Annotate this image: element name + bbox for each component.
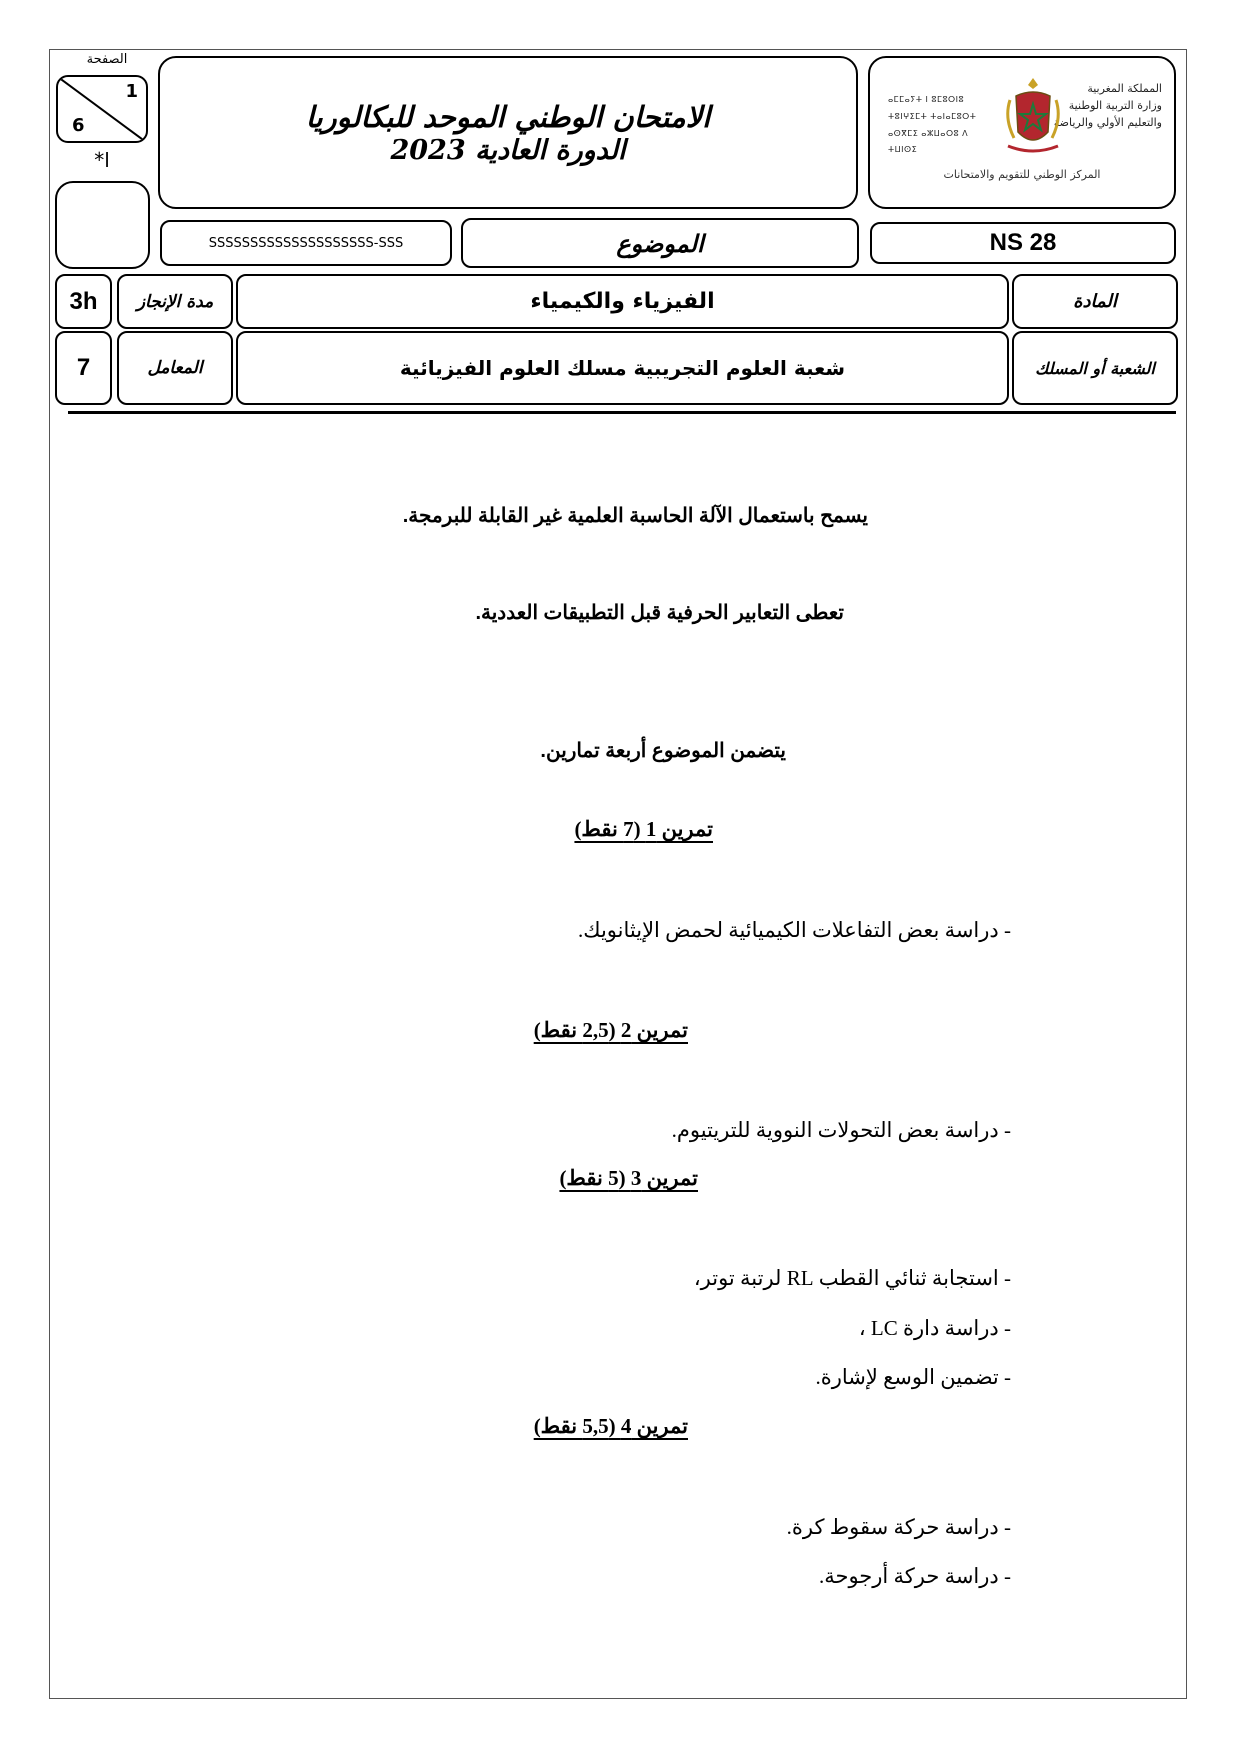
instruction-expressions: تعطى التعابير الحرفية قبل التطبيقات العددية. [475,602,844,624]
coef-label: المعامل [117,331,233,405]
ministry-tf-line-2: ⵜⵓⵏⵖⵉⵎⵜ ⵜⴰⵏⴰⵎⵓⵔⵜ [888,111,977,121]
exam-session: الدورة العادية 2023 [390,135,626,167]
page-label: الصفحة [86,52,128,67]
subject-tag: الموضوع [461,218,859,268]
branch-value: شعبة العلوم التجريبية مسلك العلوم الفيزيائية [236,331,1009,405]
exercise-1-title: تمرين 1 (7 نقط) [574,817,713,841]
page-code: *ا [94,148,110,172]
duration-label: مدة الإنجاز [117,274,233,329]
exercise-2-title: تمرين 2 (2,5 نقط) [533,1018,688,1042]
exercise-4-title: تمرين 4 (5,5 نقط) [533,1414,688,1438]
page-current: 1 [125,81,138,102]
blank-box [55,181,150,269]
coat-of-arms-icon [1002,74,1064,160]
exercise-4-item-1: - دراسة حركة سقوط كرة. [786,1515,1011,1539]
exam-code: NS 28 [870,222,1176,264]
ministry-line-2: وزارة التربية الوطنية [1068,99,1162,113]
exercise-1-item-1: - دراسة بعض التفاعلات الكيميائية لحمض الإيثانويك. [578,918,1011,942]
ministry-tifinagh [888,92,998,159]
center-name: المركز الوطني للتقويم والامتحانات [943,168,1101,181]
header-separator [68,411,1176,414]
coef-value: 7 [55,331,112,405]
ministry-tf-line-1: ⴰⵎⵎⴰⵢⵜ ⵏ ⵓⵎⵓⵔⵏⵓ [888,95,965,104]
code-field: SSSSSSSSSSSSSSSSSSSS-SSS [160,220,452,266]
instruction-calculator: يسمح باستعمال الآلة الحاسبة العلمية غير القابلة للبرمجة. [402,505,868,527]
exercise-2-item-1: - دراسة بعض التحولات النووية للتريتيوم. [671,1118,1011,1142]
instruction-count: يتضمن الموضوع أربعة تمارين. [540,740,786,762]
ministry-arabic [1052,80,1162,131]
exercise-4-item-2: - دراسة حركة أرجوحة. [818,1564,1011,1588]
branch-label: الشعبة أو المسلك [1012,331,1178,405]
exercise-3-item-1: - استجابة ثنائي القطب RL لرتبة توتر، [693,1266,1011,1290]
page-total: 6 [72,115,85,136]
page-counter [56,75,148,143]
subject-label: المادة [1012,274,1178,329]
exam-title: الامتحان الوطني الموحد للبكالوريا [305,99,711,134]
exercise-3-item-2: - دراسة دارة LC ، [858,1316,1011,1340]
exercise-3-item-3: - تضمين الوسع لإشارة. [815,1365,1011,1389]
exercise-3-title: تمرين 3 (5 نقط) [559,1166,698,1190]
duration-value: 3h [55,274,112,329]
exam-title-box [158,56,858,209]
ministry-line-3: والتعليم الأولي والرياضة [1053,116,1162,130]
ministry-box [868,56,1176,209]
ministry-tf-line-3: ⴰⵙⴳⵎⵉ ⴰⵣⵡⴰⵔⵓ ⴷ ⵜⵡⵏⵙⵉ [888,128,969,155]
subject-value: الفيزياء والكيمياء [236,274,1009,329]
ministry-line-1: المملكة المغربية [1087,82,1162,95]
